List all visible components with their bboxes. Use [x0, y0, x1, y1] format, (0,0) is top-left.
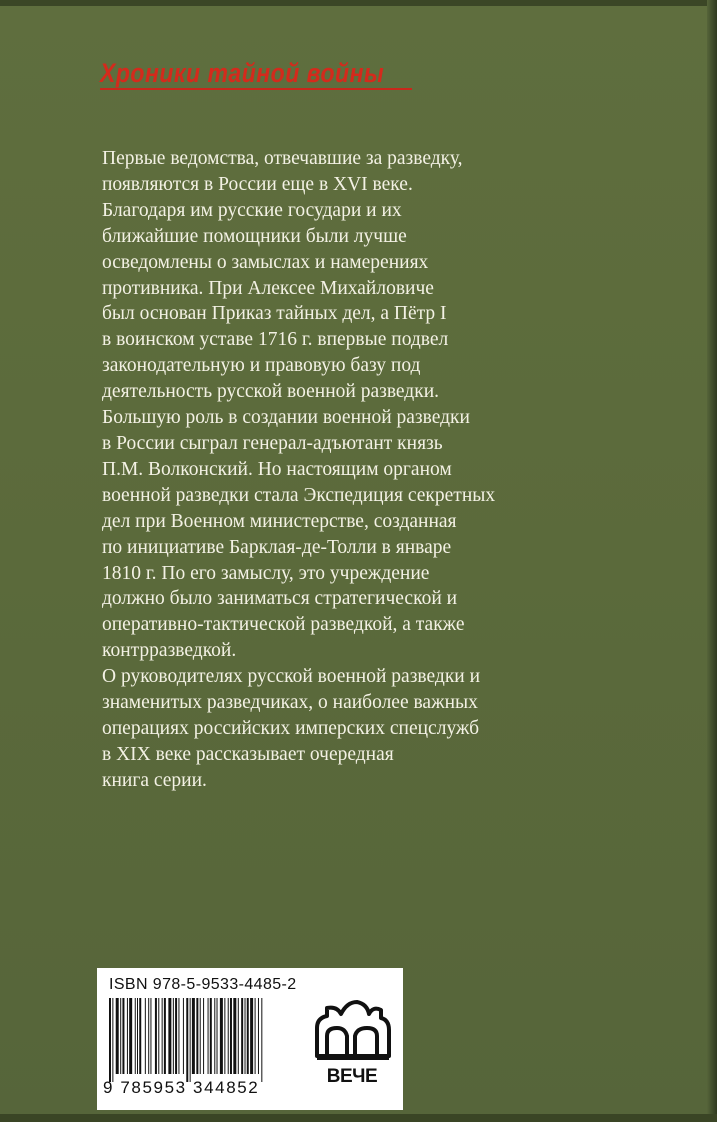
blurb-line: появляются в России еще в XVI веке. — [102, 173, 413, 195]
cover-bottom-edge — [0, 1114, 717, 1122]
cover-top-edge — [0, 0, 717, 6]
barcode-panel — [97, 968, 403, 1110]
blurb-line: ближайшие помощники были лучше — [102, 225, 407, 247]
blurb-line: книга серии. — [102, 769, 207, 791]
blurb-line: военной разведки стала Экспедиция секретных — [102, 484, 496, 506]
blurb-line: дел при Военном министерстве, созданная — [102, 510, 457, 532]
blurb-line: Благодаря им русские государи и их — [102, 199, 402, 221]
blurb-line: оперативно-тактической разведкой, а также — [102, 614, 465, 636]
blurb-line: О руководителях русской военной разведки и — [102, 666, 481, 688]
publisher-emblem-icon — [311, 998, 393, 1068]
blurb-line: в России сыграл генерал-адъютант князь — [102, 432, 443, 454]
cover-blurb — [102, 146, 582, 794]
barcode-icon — [109, 998, 305, 1082]
cover-right-edge — [707, 0, 717, 1122]
publisher-logo-text: ВЕЧЕ — [326, 1066, 378, 1087]
blurb-line: осведомлены о замыслах и намерениях — [102, 251, 429, 273]
blurb-line: операциях российских имперских спецслужб — [102, 717, 480, 739]
isbn-label: ISBN 978-5-9533-4485-2 — [109, 976, 297, 993]
blurb-line: знаменитых разведчиках, о наиболее важных — [102, 692, 478, 714]
publisher-logo — [311, 998, 393, 1090]
blurb-line: законодательную и правовую базу под — [102, 355, 421, 377]
blurb-line: Большую роль в создании военной разведки — [102, 407, 470, 429]
ean-digits: 9 785953 344852 — [103, 1078, 260, 1097]
blurb-line: должно было заниматься стратегической и — [102, 588, 458, 610]
blurb-line: 1810 г. По его замыслу, это учреждение — [102, 562, 430, 584]
blurb-line: противника. При Алексее Михайловиче — [102, 277, 434, 299]
blurb-line: в XIX веке рассказывает очередная — [102, 743, 394, 765]
blurb-line: Первые ведомства, отвечавшие за разведку, — [102, 148, 463, 169]
series-title: Хроники тайной войны — [100, 58, 385, 88]
series-title-underline — [100, 88, 412, 90]
blurb-line: П.М. Волконский. Но настоящим органом — [102, 458, 452, 480]
blurb-line: контрразведкой. — [102, 640, 237, 662]
blurb-line: деятельность русской военной разведки. — [102, 381, 440, 403]
blurb-line: по инициативе Барклая-де-Толли в январе — [102, 536, 452, 558]
blurb-line: был основан Приказ тайных дел, а Пётр I — [102, 303, 447, 325]
blurb-line: в воинском уставе 1716 г. впервые подвел — [102, 329, 449, 351]
